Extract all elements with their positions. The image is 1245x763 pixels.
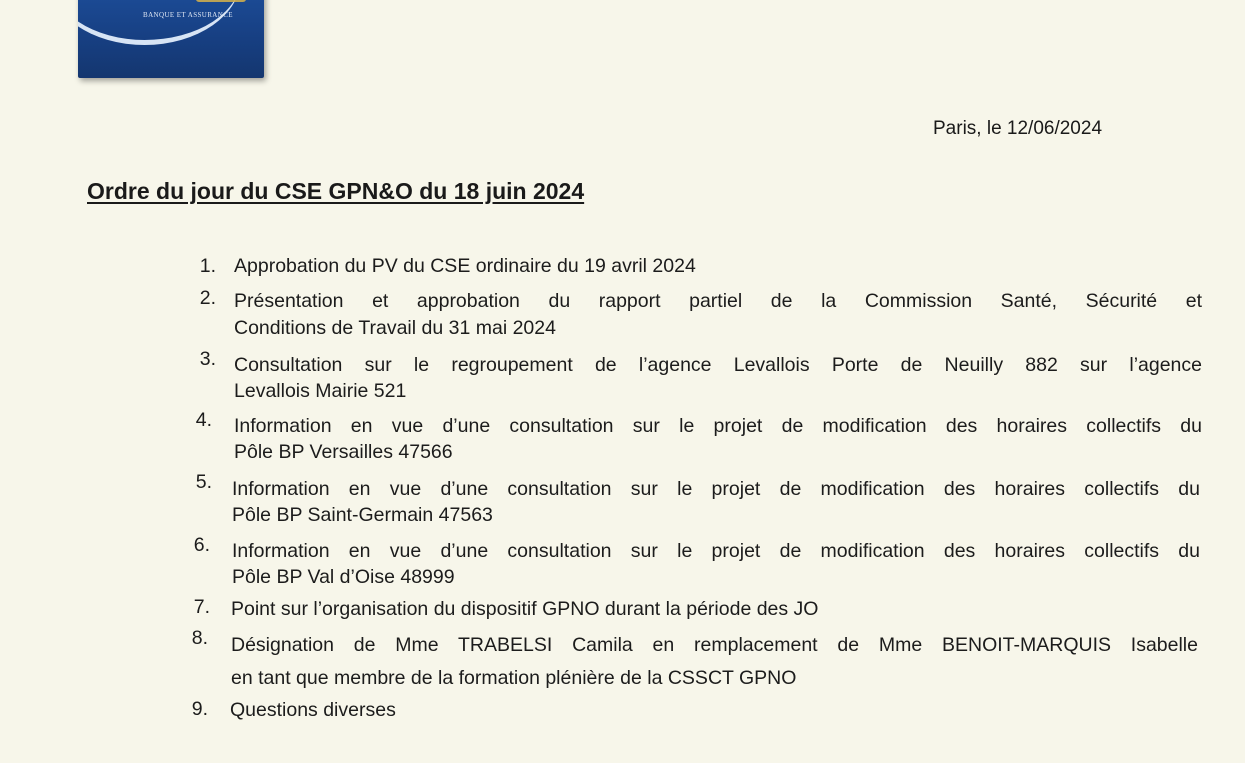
agenda-item-number: 9. [191,698,208,720]
document-title: Ordre du jour du CSE GPN&O du 18 juin 2024 [87,178,585,204]
agenda-item-text: Information en vue d’une consultation sur le projet de modification des horaires collectifs du [232,478,1200,500]
agenda-item-text-continued: Pôle BP Val d’Oise 48999 [232,566,455,588]
document-date: Paris, le 12/06/2024 [933,118,1103,139]
agenda-item-text-continued: Levallois Mairie 521 [234,380,407,402]
company-logo [78,0,264,78]
agenda-item-text: Point sur l’organisation du dispositif GPNO durant la période des JO [231,598,819,620]
logo-letters [196,0,246,2]
agenda-item-number: 8. [191,627,208,649]
agenda-item-text: Questions diverses [230,699,396,721]
agenda-item-text-continued: Conditions de Travail du 31 mai 2024 [234,317,556,339]
agenda-item-number: 4. [195,409,212,431]
agenda-item-text: Information en vue d’une consultation sur le projet de modification des horaires collectifs du [234,415,1202,437]
agenda-item-text-continued: en tant que membre de la formation plénière de la CSSCT GPNO [231,667,797,689]
agenda-item-text-continued: Pôle BP Versailles 47566 [234,441,453,463]
logo-tagline: BANQUE ET ASSURANCE [143,11,233,19]
agenda-item-number: 3. [199,348,216,370]
agenda-item-number: 6. [193,534,210,556]
agenda-item-text: Information en vue d’une consultation sur le projet de modification des horaires collectifs du [232,540,1200,562]
agenda-item-text: Désignation de Mme TRABELSI Camila en remplacement de Mme BENOIT-MARQUIS Isabelle [231,634,1198,656]
agenda-item-number: 1. [199,255,216,277]
agenda-item-text-continued: Pôle BP Saint-Germain 47563 [232,504,493,526]
agenda-item-number: 5. [195,471,212,493]
agenda-item-number: 7. [193,596,210,618]
agenda-item-number: 2. [199,287,216,309]
agenda-item-text: Approbation du PV du CSE ordinaire du 19 avril 2024 [234,255,696,277]
agenda-item-text: Présentation et approbation du rapport partiel de la Commission Santé, Sécurité et [234,290,1202,312]
agenda-item-text: Consultation sur le regroupement de l’agence Levallois Porte de Neuilly 882 sur l’agence [234,354,1202,376]
logo-swoosh [78,0,241,45]
